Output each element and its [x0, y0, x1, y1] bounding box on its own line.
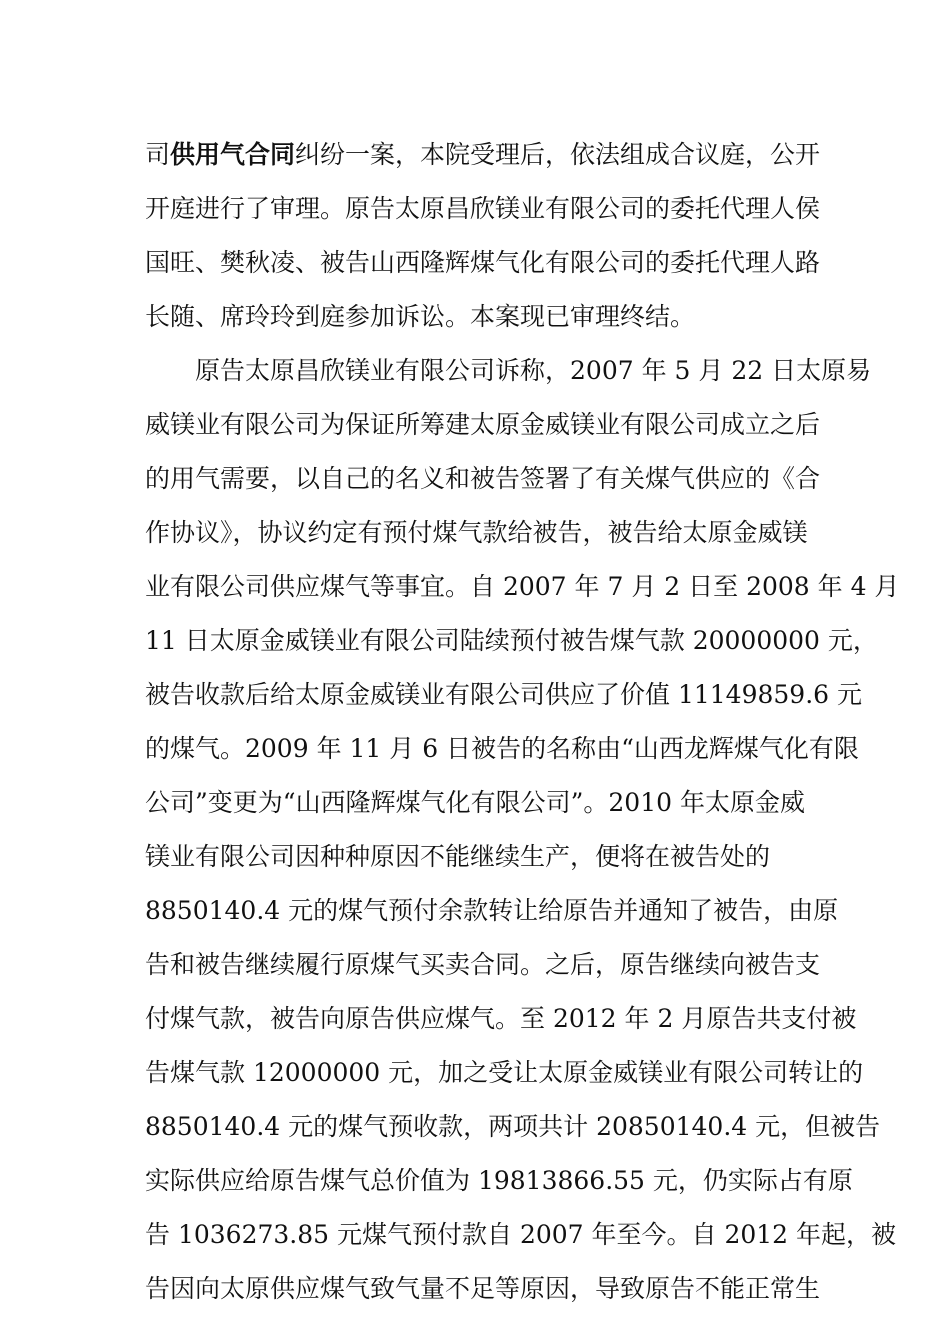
paragraph-2-line-10: 镁业有限公司因种种原因不能继续生产，便将在被告处的: [145, 842, 771, 871]
paragraph-1-line-4: 长随、席玲玲到庭参加诉讼。本案现已审理终结。: [145, 302, 696, 331]
paragraph-2-line-14: 告煤气款 12000000 元，加之受让太原金威镁业有限公司转让的: [145, 1058, 864, 1087]
paragraph-2-line-8: 的煤气。2009 年 11 月 6 日被告的名称由“山西龙辉煤气化有限: [145, 734, 859, 763]
paragraph-2-line-6: 11 日太原金威镁业有限公司陆续预付被告煤气款 20000000 元，: [145, 626, 878, 655]
paragraph-2-line-9: 公司”变更为“山西隆辉煤气化有限公司”。2010 年太原金威: [145, 788, 805, 817]
paragraph-1-line-2: 开庭进行了审理。原告太原昌欣镁业有限公司的委托代理人侯: [145, 194, 821, 223]
paragraph-2-line-17: 告 1036273.85 元煤气预付款自 2007 年至今。自 2012 年起，被: [145, 1220, 897, 1249]
paragraph-2-line-12: 告和被告继续履行原煤气买卖合同。之后，原告继续向被告支: [145, 950, 821, 979]
paragraph-2-line-4: 作协议》，协议约定有预付煤气款给被告，被告给太原金威镁: [145, 518, 808, 547]
paragraph-2-line-3: 的用气需要，以自己的名义和被告签署了有关煤气供应的《合: [145, 464, 821, 493]
line-suffix: 纠纷一案，本院受理后，依法组成合议庭，公开: [295, 140, 821, 169]
paragraph-2-line-13: 付煤气款，被告向原告供应煤气。至 2012 年 2 月原告共支付被: [145, 1004, 857, 1033]
paragraph-2-line-5: 业有限公司供应煤气等事宜。自 2007 年 7 月 2 日至 2008 年 4 月: [145, 572, 900, 601]
paragraph-1-line-3: 国旺、樊秋凌、被告山西隆辉煤气化有限公司的委托代理人路: [145, 248, 821, 277]
paragraph-2-line-2: 威镁业有限公司为保证所筹建太原金威镁业有限公司成立之后: [145, 410, 821, 439]
paragraph-2-line-18: 告因向太原供应煤气致气量不足等原因，导致原告不能正常生: [145, 1274, 821, 1303]
paragraph-2-line-16: 实际供应给原告煤气总价值为 19813866.55 元，仍实际占有原: [145, 1166, 853, 1195]
paragraph-1-line-1: [145, 128, 821, 182]
paragraph-2-line-15: 8850140.4 元的煤气预收款，两项共计 20850140.4 元，但被告: [145, 1112, 881, 1141]
paragraph-2-line-1: 原告太原昌欣镁业有限公司诉称，2007 年 5 月 22 日太原易: [195, 356, 872, 385]
document-body: [145, 128, 900, 1316]
paragraph-2-line-7: 被告收款后给太原金威镁业有限公司供应了价值 11149859.6 元: [145, 680, 862, 709]
contract-type-bold: 供用气合同: [170, 140, 296, 169]
paragraph-2-line-11: 8850140.4 元的煤气预付余款转让给原告并通知了被告，由原: [145, 896, 839, 925]
line-prefix: 司: [145, 140, 171, 169]
